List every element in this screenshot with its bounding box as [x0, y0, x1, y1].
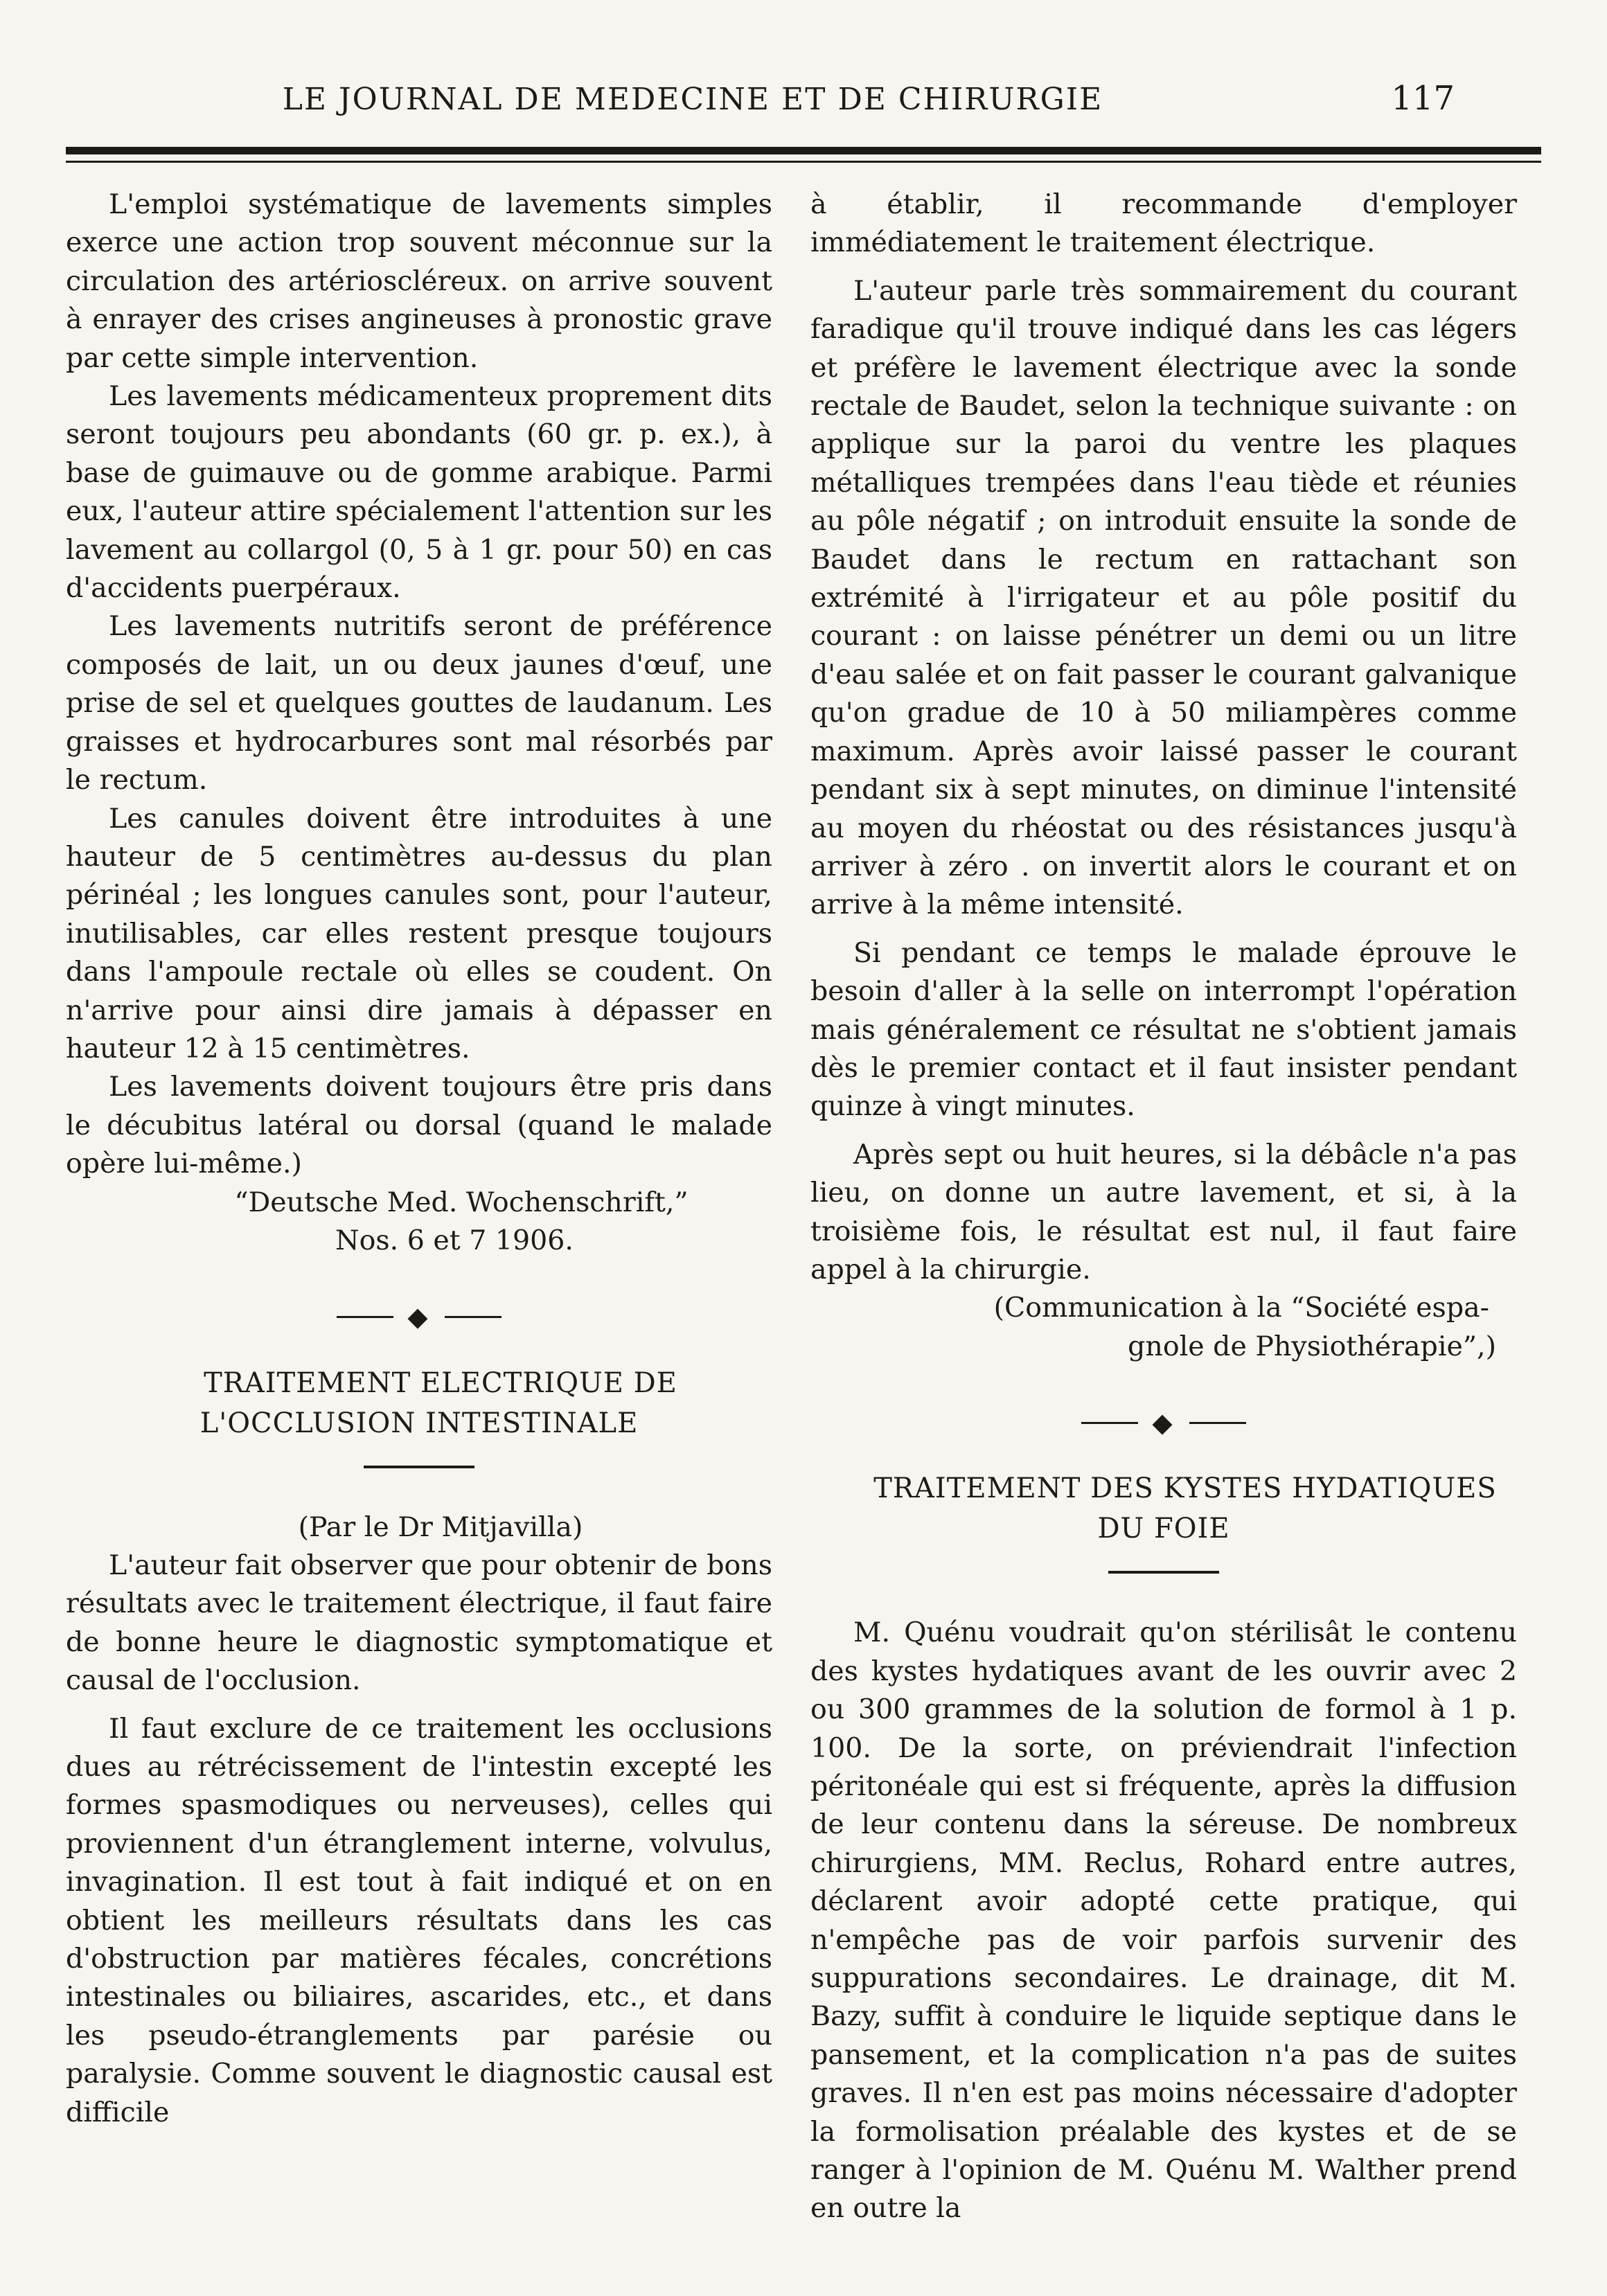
ornament-line [1081, 1422, 1138, 1424]
paragraph: L'emploi systématique de lavements simples exerce une action trop souvent méconnue sur la circulation des artérioscléreux. on arrive souvent à enrayer des crises angineuses à pronostic grave par cette simple intervention. [66, 188, 772, 374]
section-ornament [810, 1402, 1517, 1442]
communication-citation: (Communication à la “Société espa- [993, 1292, 1489, 1324]
title-underline [1108, 1571, 1219, 1574]
header-rule-thick [66, 147, 1541, 154]
paragraph: Les lavements nutritifs seront de préférence composés de lait, un ou deux jaunes d'œuf, une prise de sel et quelques gouttes de laudanum. Les graisses et hydrocarbures sont mal résorbés par le rectum. [66, 610, 772, 797]
page-number: 117 [1391, 79, 1455, 118]
ornament-line [1189, 1422, 1246, 1424]
communication-citation-cont: gnole de Physiothérapie”,) [1128, 1330, 1496, 1362]
title-underline [364, 1466, 474, 1468]
paragraph: L'auteur parle très sommairement du courant faradique qu'il trouve indiqué dans les cas légers et préfère le lavement électrique avec la sonde rectale de Baudet, selon la technique suivante : on applique sur la paroi du ventre les plaques métalliques trempées dans l'eau tiède et réunies au pôle négatif ; on introduit ensuite la sonde de Baudet dans le rectum en rattachant son extrémité à l'irrigateur et au pôle positif du courant : on laisse pénétrer un demi ou un litre d'eau salée et on fait passer le courant galvanique qu'on gradue de 10 à 50 miliampères comme maximum. Après avoir laissé passer le courant pendant six à sept minutes, on diminue l'intensité au moyen du rhéostat ou des résistances jusqu'à arriver à zéro . on invertit alors le courant et on arrive à la même intensité. [810, 274, 1517, 921]
paragraph: Les canules doivent être introduites à une hauteur de 5 centimètres au-dessus du plan périnéal ; les longues canules sont, pour l'auteur, inutilisables, car elles restent presque toujours dans l'ampoule rectale où elles se coudent. On n'arrive pour ainsi dire jamais à dépasser en hauteur 12 à 15 centimètres. [66, 802, 772, 1065]
ornament-diamond-icon: ◆ [1152, 1407, 1175, 1438]
ornament-line [337, 1316, 393, 1318]
paragraph: M. Quénu voudrait qu'on stérilisât le contenu des kystes hydatiques avant de les ouvrir avec 2 ou 300 grammes de la solution de formol à 1 p. 100. De la sorte, on préviendrait l'infection péritonéale qui est si fréquente, après la diffusion de leur contenu dans la séreuse. De nombreux chirurgiens, MM. Reclus, Rohard entre autres, déclarent avoir adopté cette pratique, qui n'empêche pas de voir parfois survenir des suppurations secondaires. Le drainage, dit M. Bazy, suffit à conduire le liquide septique dans le pansement, et la complication n'a pas de suites graves. Il n'en est pas moins nécessaire d'adopter la formolisation préalable des kystes et de se ranger à l'opinion de M. Quénu M. Walther prend en outre la [810, 1617, 1517, 2225]
paragraph: Les lavements médicamenteux proprement dits seront toujours peu abondants (60 gr. p. ex.), à base de guimauve ou de gomme arabique. Parmi eux, l'auteur attire spécialement l'attention sur les lavement au collargol (0, 5 à 1 gr. pour 50) en cas d'accidents puerpéraux. [66, 380, 772, 605]
paragraph: Les lavements doivent toujours être pris dans le décubitus latéral ou dorsal (quand le malade opère lui-même.) [66, 1071, 772, 1180]
source-citation-issue: Nos. 6 et 7 1906. [335, 1224, 574, 1256]
paragraph: Il faut exclure de ce traitement les occlusions dues au rétrécissement de l'intestin excepté les formes spasmodiques ou nerveuses), celles qui proviennent d'un étranglement interne, volvulus, invagination. Il est tout à fait indiqué et on en obtient les meilleurs résultats dans les cas d'obstruction par matières fécales, concrétions intestinales ou biliaires, ascarides, etc., et dans les pseudo-étranglements par parésie ou paralysie. Comme souvent le diagnostic causal est difficile [66, 1712, 772, 2128]
article-title: TRAITEMENT ELECTRIQUE DE L'OCCLUSION INTESTINALE [199, 1367, 677, 1439]
right-column [810, 186, 1517, 2228]
ornament-line [445, 1316, 501, 1318]
section-ornament [66, 1296, 772, 1336]
paragraph: Si pendant ce temps le malade éprouve le besoin d'aller à la selle on interrompt l'opération mais généralement ce résultat ne s'obtient jamais dès le premier contact et il faut insister pendant quinze à vingt minutes. [810, 936, 1517, 1123]
source-citation: “Deutsche Med. Wochenschrift,” [234, 1186, 689, 1218]
paragraph: Après sept ou huit heures, si la débâcle n'a pas lieu, on donne un autre lavement, et si, à la troisième fois, le résultat est nul, il faut faire appel à la chirurgie. [810, 1138, 1517, 1285]
article-title: TRAITEMENT DES KYSTES HYDATIQUES DU FOIE [873, 1472, 1497, 1545]
ornament-diamond-icon: ◆ [407, 1301, 431, 1333]
paragraph: L'auteur fait observer que pour obtenir de bons résultats avec le traitement électrique, il faut faire de bonne heure le diagnostic symptomatique et causal de l'occlusion. [66, 1549, 772, 1697]
header-rule-thin [66, 161, 1541, 163]
page-header [76, 76, 1496, 125]
left-column [66, 186, 772, 2132]
paragraph-continuation: à établir, il recommande d'employer immédiatement le traitement électrique. [810, 188, 1517, 259]
running-title: LE JOURNAL DE MEDECINE ET DE CHIRURGIE [282, 82, 1103, 117]
article-author: (Par le Dr Mitjavilla) [298, 1511, 583, 1543]
